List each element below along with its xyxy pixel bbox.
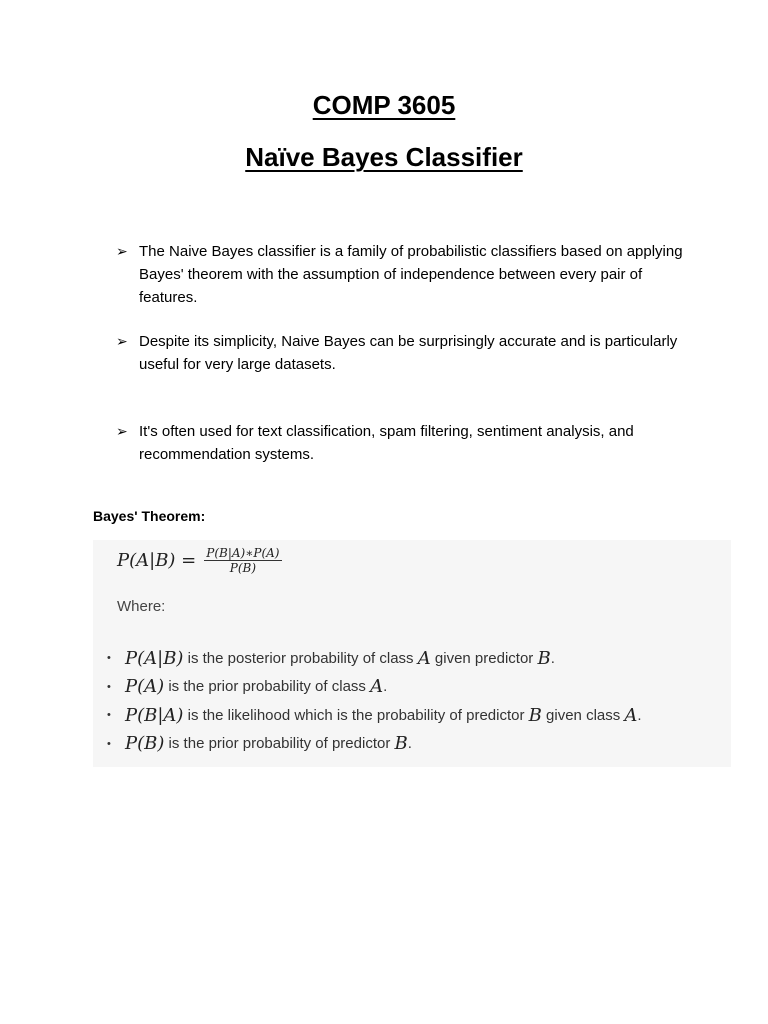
definition-variable: B [528, 704, 542, 726]
definition-term: P(B|A) [125, 704, 184, 726]
definition-variable: A [624, 704, 638, 726]
page-subtitle: Naïve Bayes Classifier [245, 142, 523, 172]
bullet-dot-icon: • [107, 737, 111, 750]
formula-lhs: P(A|B) = [117, 549, 197, 571]
definition-text: . [383, 678, 388, 696]
formula-denominator: P(B) [229, 560, 257, 575]
formula-numerator: P(B|A)∗P(A) [206, 545, 280, 560]
bullet-item [116, 420, 686, 466]
bullet-dot-icon: • [107, 709, 111, 722]
formula-fraction [204, 546, 281, 575]
definition-text: . [637, 706, 642, 724]
bullet-text: The Naive Bayes classifier is a family of probabilistic classifiers based on applying Bayes' theorem with the assumption of independence between every pair of features. [139, 243, 683, 306]
definition-variable: A [417, 647, 431, 669]
definition-term: P(B) [125, 733, 165, 755]
definition-item [107, 673, 727, 702]
bullet-item [116, 330, 686, 376]
theorem-heading: Bayes' Theorem: [93, 508, 206, 524]
arrow-bullet-icon: ➢ [116, 243, 128, 259]
bullet-text: Despite its simplicity, Naive Bayes can be surprisingly accurate and is particularly useful for very large datasets. [139, 333, 678, 373]
definition-item [107, 730, 727, 759]
where-label: Where: [117, 598, 166, 615]
definition-list [107, 644, 727, 758]
bullet-item [116, 240, 686, 309]
arrow-bullet-icon: ➢ [116, 333, 128, 349]
page-title: COMP 3605 [312, 90, 456, 120]
definition-term: P(A) [125, 676, 165, 698]
definition-item [107, 701, 727, 730]
definition-text: is the posterior probability of class [183, 649, 418, 667]
bullet-dot-icon: • [107, 652, 111, 665]
bullet-text: It's often used for text classification, spam filtering, sentiment analysis, and recommendation systems. [139, 423, 634, 463]
bayes-formula [117, 542, 282, 578]
definition-variable: A [370, 676, 384, 698]
definition-item [107, 644, 727, 673]
definition-text: . [407, 735, 412, 753]
definition-text: is the prior probability of predictor [164, 735, 395, 753]
definition-variable: B [537, 647, 551, 669]
definition-text: given class [541, 706, 625, 724]
definition-text: given predictor [430, 649, 538, 667]
definition-variable: B [394, 733, 408, 755]
definition-text: . [550, 649, 555, 667]
definition-text: is the likelihood which is the probability of predictor [183, 706, 529, 724]
arrow-bullet-icon: ➢ [116, 423, 128, 439]
bullet-dot-icon: • [107, 680, 111, 693]
definition-text: is the prior probability of class [164, 678, 371, 696]
formula-box [93, 540, 731, 767]
definition-term: P(A|B) [125, 647, 184, 669]
